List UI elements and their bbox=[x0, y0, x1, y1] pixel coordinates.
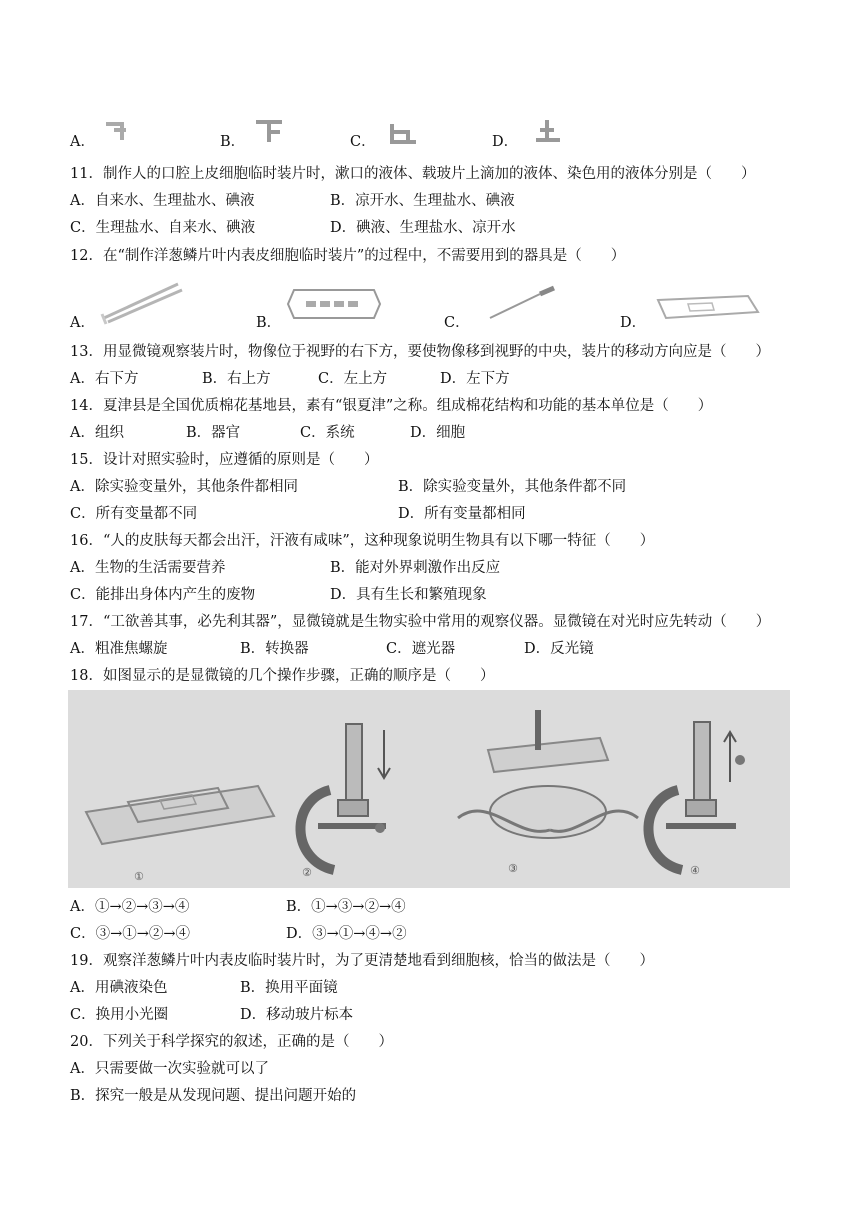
q14-option-c: C．系统 bbox=[300, 425, 355, 441]
q11-option-c: C．生理盐水、自来水、碘液 bbox=[70, 220, 256, 236]
q15-option-d: D．所有变量都相同 bbox=[398, 506, 526, 522]
upside-down-letter-icon bbox=[252, 116, 286, 144]
q20-option-b: B．探究一般是从发现问题、提出问题开始的 bbox=[70, 1088, 357, 1104]
dropper-icon bbox=[484, 282, 564, 322]
microscope-steps-illustration bbox=[68, 690, 790, 888]
figure-label-4: ④ bbox=[690, 864, 700, 877]
q16-option-a: A．生物的生活需要营养 bbox=[70, 560, 226, 576]
q15-option-b: B．除实验变量外，其他条件都不同 bbox=[398, 479, 627, 495]
q11-option-d: D．碘液、生理盐水、凉开水 bbox=[330, 220, 516, 236]
step3-hands-drawing bbox=[458, 710, 638, 838]
slide-icon bbox=[648, 290, 764, 324]
q16-option-d: D．具有生长和繁殖现象 bbox=[330, 587, 487, 603]
q14-option-d: D．细胞 bbox=[410, 425, 466, 441]
q19-stem: 19．观察洋葱鳞片叶内表皮临时装片时，为了更清楚地看到细胞核，恰当的做法是（ ） bbox=[70, 953, 654, 969]
q18-option-a: A．①→②→③→④ bbox=[70, 899, 190, 915]
razor-blade-icon bbox=[284, 284, 384, 324]
mirrored-letter-icon bbox=[100, 118, 130, 144]
rotated-letter-icon bbox=[386, 120, 420, 144]
q18-stem: 18．如图显示的是显微镜的几个操作步骤，正确的顺序是（ ） bbox=[70, 668, 495, 684]
q13-option-a: A．右下方 bbox=[70, 371, 139, 387]
q19-option-b: B．换用平面镜 bbox=[240, 980, 338, 996]
q10-option-a: A． bbox=[70, 134, 95, 150]
q12-option-b: B． bbox=[256, 315, 282, 331]
q13-option-c: C．左上方 bbox=[318, 371, 388, 387]
q20-stem: 20．下列关于科学探究的叙述，正确的是（ ） bbox=[70, 1034, 393, 1050]
q12-option-c: C． bbox=[444, 315, 470, 331]
q12-option-a: A． bbox=[70, 315, 95, 331]
q17-option-c: C．遮光器 bbox=[386, 641, 456, 657]
q18-option-c: C．③→①→②→④ bbox=[70, 926, 191, 942]
q15-option-c: C．所有变量都不同 bbox=[70, 506, 198, 522]
step4-microscope-drawing bbox=[648, 722, 745, 870]
q11-option-a: A．自来水、生理盐水、碘液 bbox=[70, 193, 255, 209]
q16-option-c: C．能排出身体内产生的废物 bbox=[70, 587, 256, 603]
q13-stem: 13．用显微镜观察装片时，物像位于视野的右下方，要使物像移到视野的中央，装片的移动方向应是（ ） bbox=[70, 344, 770, 360]
inverted-letter-icon bbox=[532, 116, 562, 144]
step2-microscope-drawing bbox=[300, 724, 390, 870]
q17-option-a: A．粗准焦螺旋 bbox=[70, 641, 168, 657]
q11-stem: 11．制作人的口腔上皮细胞临时装片时，漱口的液体、载玻片上滴加的液体、染色用的液体分别是（ ） bbox=[70, 166, 756, 182]
q15-option-a: A．除实验变量外，其他条件都相同 bbox=[70, 479, 298, 495]
q15-stem: 15．设计对照实验时，应遵循的原则是（ ） bbox=[70, 452, 379, 468]
q19-option-d: D．移动玻片标本 bbox=[240, 1007, 354, 1023]
q17-stem: 17．“工欲善其事，必先利其器”，显微镜就是生物实验中常用的观察仪器。显微镜在对光时应先转动（ ） bbox=[70, 614, 771, 630]
q16-stem: 16．“人的皮肤每天都会出汗，汗液有咸味”，这种现象说明生物具有以下哪一特征（ ） bbox=[70, 533, 655, 549]
q17-option-d: D．反光镜 bbox=[524, 641, 594, 657]
q19-option-c: C．换用小光圈 bbox=[70, 1007, 169, 1023]
q13-option-d: D．左下方 bbox=[440, 371, 510, 387]
q13-option-b: B．右上方 bbox=[202, 371, 271, 387]
microscope-steps-figure bbox=[68, 690, 790, 888]
q14-option-b: B．器官 bbox=[186, 425, 241, 441]
q18-option-b: B．①→③→②→④ bbox=[286, 899, 406, 915]
q12-option-d: D． bbox=[620, 315, 647, 331]
q12-stem: 12．在“制作洋葱鳞片叶内表皮细胞临时装片”的过程中，不需要用到的器具是（ ） bbox=[70, 248, 626, 264]
figure-label-1: ① bbox=[134, 870, 144, 883]
q10-option-b: B． bbox=[220, 134, 246, 150]
q14-stem: 14．夏津县是全国优质棉花基地县，素有“银夏津”之称。组成棉花结构和功能的基本单位是（ ） bbox=[70, 398, 713, 414]
q20-option-a: A．只需要做一次实验就可以了 bbox=[70, 1061, 269, 1077]
q11-option-b: B．凉开水、生理盐水、碘液 bbox=[330, 193, 515, 209]
figure-label-3: ③ bbox=[508, 862, 518, 875]
q19-option-a: A．用碘液染色 bbox=[70, 980, 168, 996]
q16-option-b: B．能对外界刺激作出反应 bbox=[330, 560, 501, 576]
figure-label-2: ② bbox=[302, 866, 312, 879]
tweezers-icon bbox=[96, 276, 188, 326]
q10-option-c: C． bbox=[350, 134, 376, 150]
q17-option-b: B．转换器 bbox=[240, 641, 309, 657]
q10-option-d: D． bbox=[492, 134, 519, 150]
q18-option-d: D．③→①→④→② bbox=[286, 926, 407, 942]
step1-stage-drawing bbox=[86, 786, 274, 844]
q14-option-a: A．组织 bbox=[70, 425, 124, 441]
